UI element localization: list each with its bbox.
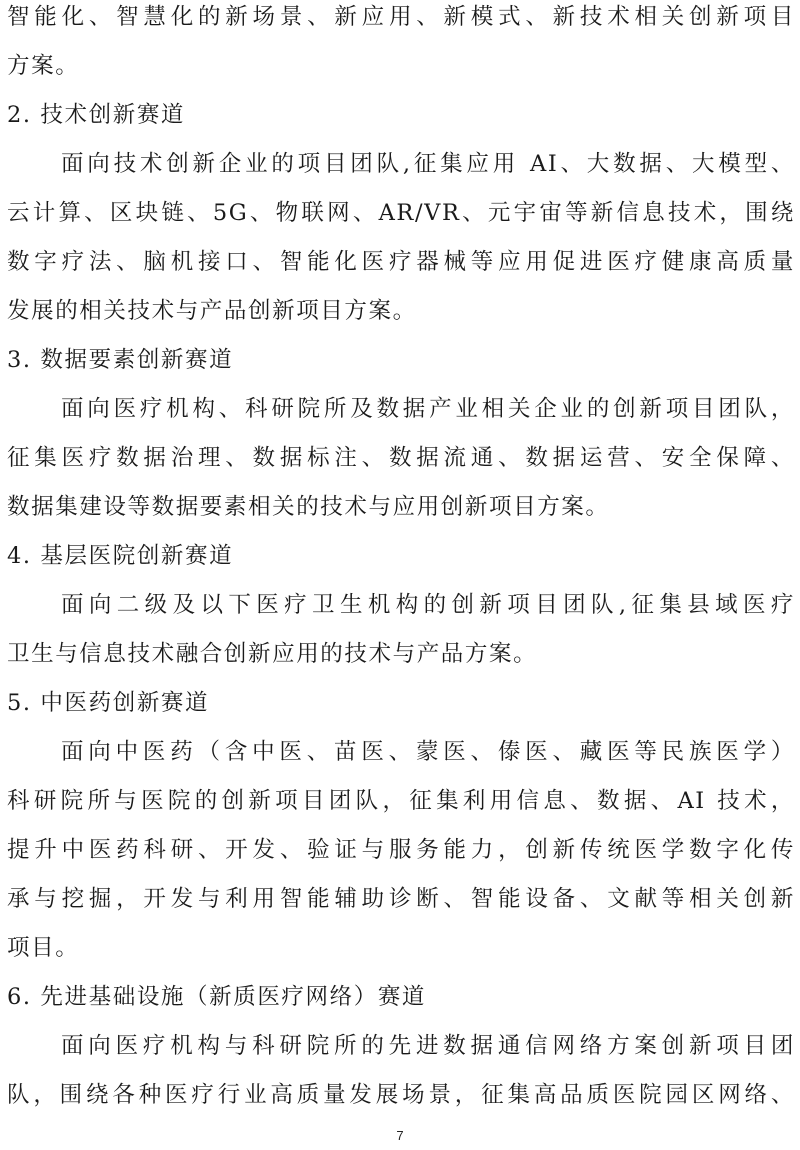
text-line: 面向二级及以下医疗卫生机构的创新项目团队,征集县域医疗 (61, 592, 795, 618)
text-line: 云计算、区块链、5G、物联网、AR/VR、元宇宙等新信息技术，围绕 (7, 200, 795, 226)
text-line: 数据集建设等数据要素相关的技术与应用创新项目方案。 (7, 494, 610, 520)
text-line: 提升中医药科研、开发、验证与服务能力，创新传统医学数字化传 (7, 837, 795, 863)
text-line: 卫生与信息技术融合创新应用的技术与产品方案。 (7, 641, 538, 667)
section-heading: 4. 基层医院创新赛道 (7, 543, 234, 569)
text-line: 方案。 (7, 53, 80, 79)
section-heading: 3. 数据要素创新赛道 (7, 347, 234, 373)
page-number: 7 (396, 1128, 404, 1143)
text-line: 面向技术创新企业的项目团队,征集应用 AI、大数据、大模型、 (61, 151, 795, 177)
text-line: 数字疗法、脑机接口、智能化医疗器械等应用促进医疗健康高质量 (7, 249, 795, 275)
text-line: 智能化、智慧化的新场景、新应用、新模式、新技术相关创新项目 (7, 4, 795, 30)
text-line: 征集医疗数据治理、数据标注、数据流通、数据运营、安全保障、 (7, 445, 795, 471)
section-heading: 5. 中医药创新赛道 (7, 690, 210, 716)
text-line: 项目。 (7, 935, 80, 961)
text-line: 队，围绕各种医疗行业高质量发展场景，征集高品质医院园区网络、 (7, 1082, 795, 1108)
document-body (7, 0, 795, 1127)
text-line: 面向医疗机构与科研院所的先进数据通信网络方案创新项目团 (61, 1033, 795, 1059)
text-line: 面向医疗机构、科研院所及数据产业相关企业的创新项目团队， (61, 396, 795, 422)
section-heading: 6. 先进基础设施（新质医疗网络）赛道 (7, 984, 427, 1010)
text-line: 面向中医药（含中医、苗医、蒙医、傣医、藏医等民族医学） (61, 739, 795, 765)
text-line: 承与挖掘，开发与利用智能辅助诊断、智能设备、文献等相关创新 (7, 886, 795, 912)
section-heading: 2. 技术创新赛道 (7, 102, 186, 128)
text-line: 发展的相关技术与产品创新项目方案。 (7, 298, 417, 324)
text-line: 科研院所与医院的创新项目团队，征集利用信息、数据、AI 技术， (7, 788, 795, 814)
